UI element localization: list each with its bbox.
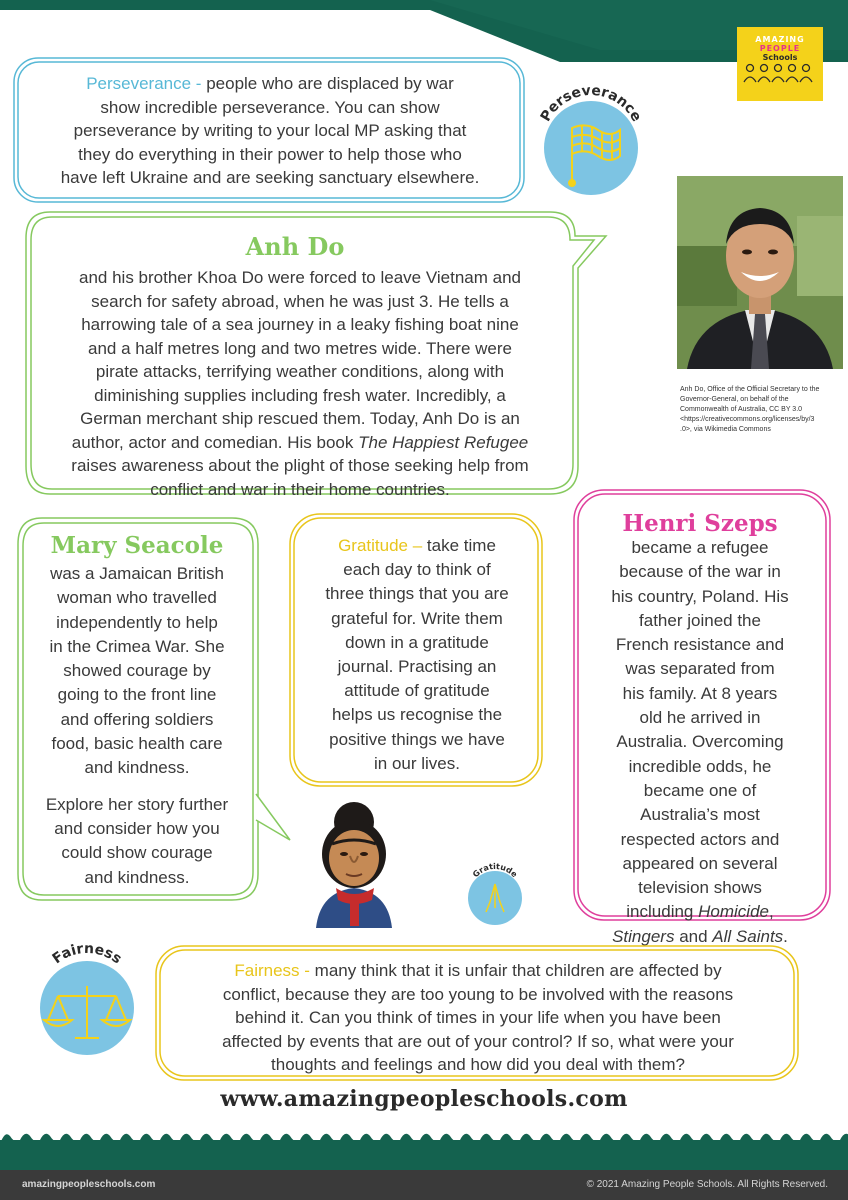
fairness-title: Fairness - <box>234 961 310 980</box>
gratitude-badge <box>460 856 530 928</box>
website-link[interactable]: www.amazingpeopleschools.com <box>220 1086 628 1112</box>
anh-do-title: Anh Do <box>245 232 345 261</box>
gratitude-badge-label: Gratitude <box>471 861 520 880</box>
photo-credit-caption: Anh Do, Office of the Official Secretary to the Governor-General, on behalf of the Commonwealth of Australia, CC BY 3.0 <https://creativecommons.org/licenses/by/3 .0>, via Wikimedia Commons <box>680 386 820 433</box>
footer-site-link[interactable]: amazingpeopleschools.com <box>22 1179 156 1190</box>
amazing-people-schools-logo: AMAZING PEOPLE Schools <box>737 27 823 101</box>
footer-bar <box>0 1170 848 1200</box>
perseverance-text: Perseverance - people who are displaced by war show incredible perseverance. You can show perseverance by writing to your local MP asking that they do everything in their power to help those who have left Ukraine and are seeking sanctuary elsewhere. <box>60 74 480 187</box>
footer-wave-band <box>0 1126 848 1170</box>
anh-do-text: and his brother Khoa Do were forced to leave Vietnam and search for safety abroad, when he was just 3. He tells a harrowing tale of a sea journey in a leaky fishing boat nine and a half metres long and two metres wide. There were pirate attacks, terrifying weather conditions, along with diminishing supplies including fresh water. Incredibly, a German merchant ship rescued them. Today, Anh Do is an author, actor and comedian. His book The Happiest Refugee raises awareness about the plight of those seeking help from conflict and war in their home countries. <box>71 268 529 499</box>
perseverance-title: Perseverance - <box>86 74 202 93</box>
perseverance-badge <box>526 70 656 200</box>
footer-copyright: © 2021 Amazing People Schools. All Rights Reserved. <box>586 1179 828 1190</box>
header-band <box>0 0 848 62</box>
henri-szeps-text: became a refugee because of the war in his country, Poland. His father joined the French resistance and was separated from his family. At 8 years old he arrived in Australia. Overcoming incredible odds, he became one of Australia’s most respected actors and appeared on several television shows including Homicide, Stingers and All Saints. <box>611 538 789 946</box>
gratitude-title: Gratitude – <box>338 536 423 555</box>
people-silhouettes-icon <box>740 62 820 84</box>
gratitude-text: Gratitude – take time each day to think of three things that you are grateful for. Write them down in a gratitude journal. Practising an attitude of gratitude helps us recognise the positive things we have in our lives. <box>325 536 509 773</box>
mary-seacole-title: Mary Seacole <box>50 532 224 559</box>
perseverance-badge-label: Perseverance <box>537 82 645 125</box>
henri-szeps-title: Henri Szeps <box>622 510 778 537</box>
fairness-badge <box>20 934 154 1068</box>
mary-seacole-illustration <box>302 796 406 928</box>
anh-do-photo <box>677 176 843 369</box>
fairness-badge-label: Fairness <box>49 940 125 968</box>
mary-seacole-text: was a Jamaican British woman who travelled independently to help in the Crimea War. She showed courage by going to the front line and offering soldiers food, basic health care and kindness. Explore her story further and consider how you could show courage and kindness. <box>45 564 229 887</box>
fairness-text: Fairness - many think that it is unfair that children are affected by conflict, because they are too young to be involved with the reasons behind it. Can you think of times in your life when you have been affected by events that are out of your control? If so, what were your thoughts and feelings and how did you deal with them? <box>222 961 734 1074</box>
